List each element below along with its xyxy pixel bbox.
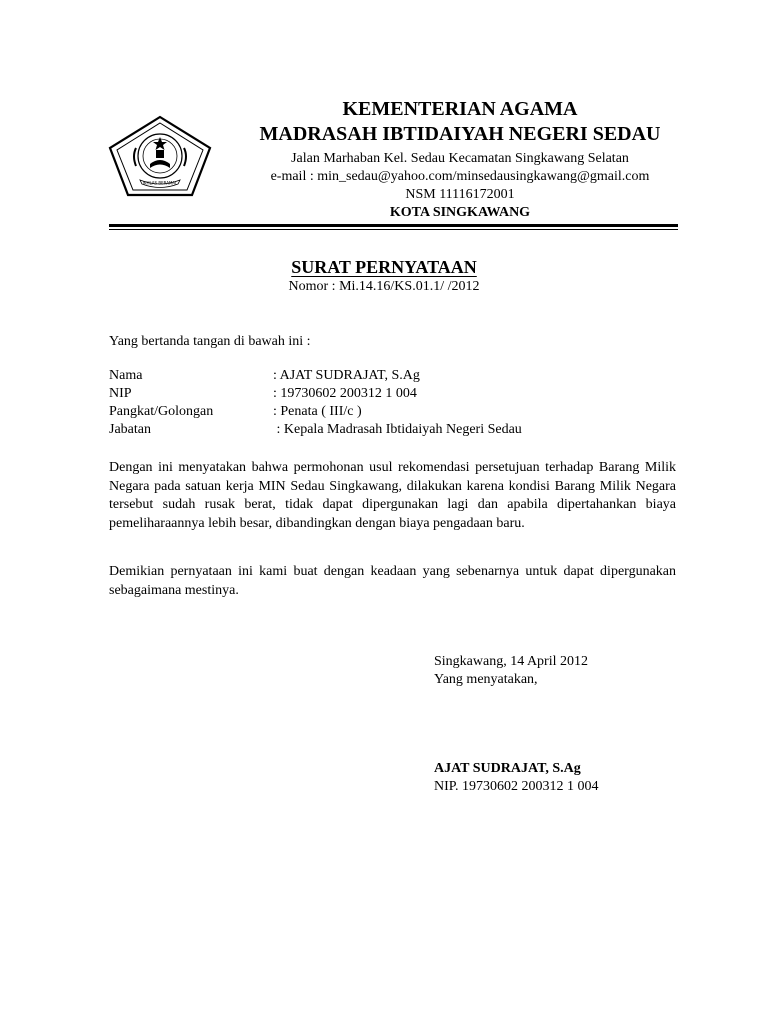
identity-value: : 19730602 200312 1 004 <box>273 386 417 401</box>
signature-declarant: Yang menyatakan, <box>434 672 538 687</box>
school-email: e-mail : min_sedau@yahoo.com/minsedausingkawang@gmail.com <box>270 169 650 184</box>
ministry-name: KEMENTERIAN AGAMA <box>342 98 578 120</box>
closing-paragraph: Demikian pernyataan ini kami buat dengan keadaan yang sebenarnya untuk dapat dipergunakan sebagaimana mestinya. <box>109 564 676 598</box>
signature-name: AJAT SUDRAJAT, S.Ag <box>434 761 581 776</box>
identity-label: Pangkat/Golongan <box>109 404 214 419</box>
identity-value: : AJAT SUDRAJAT, S.Ag <box>273 368 420 383</box>
school-nsm: NSM 11116172001 <box>405 187 515 202</box>
document-number: Nomor : Mi.14.16/KS.01.1/ /2012 <box>288 279 480 294</box>
identity-row-rank <box>109 403 669 421</box>
intro-text: Yang bertanda tangan di bawah ini : <box>109 334 311 349</box>
document-title-wrap <box>0 256 768 278</box>
identity-row-name <box>109 367 669 385</box>
letterhead-divider-thick <box>109 224 678 227</box>
school-address: Jalan Marhaban Kel. Sedau Kecamatan Singkawang Selatan <box>291 151 629 166</box>
identity-label: NIP <box>109 386 132 401</box>
signature-nip: NIP. 19730602 200312 1 004 <box>434 779 599 794</box>
identity-label: Nama <box>109 368 143 383</box>
school-name: MADRASAH IBTIDAIYAH NEGERI SEDAU <box>259 123 661 145</box>
ministry-emblem-icon <box>106 114 214 198</box>
identity-label: Jabatan <box>109 422 151 437</box>
document-title: SURAT PERNYATAAN <box>291 257 477 277</box>
letterhead-divider-thin <box>109 229 678 230</box>
identity-value: : Penata ( III/c ) <box>273 404 362 419</box>
statement-paragraph: Dengan ini menyatakan bahwa permohonan usul rekomendasi persetujuan terhadap Barang Milik Negara pada satuan kerja MIN Sedau Singkawang, dilakukan karena kondisi Barang Milik Negara tersebut sudah rusak berat, tidak dapat dipergunakan lagi dan apabila dipertahankan biaya pemeliharaannya lebih besar, dibandingkan dengan biaya pengadaan baru. <box>109 460 676 531</box>
identity-row-nip <box>109 385 669 403</box>
identity-value: : Kepala Madrasah Ibtidaiyah Negeri Sedau <box>273 422 522 437</box>
letterhead <box>230 96 690 222</box>
logo-motto: IKHLAS BERAMAL <box>142 180 178 186</box>
signature-place-date: Singkawang, 14 April 2012 <box>434 654 588 669</box>
school-city: KOTA SINGKAWANG <box>389 205 531 220</box>
ministry-logo <box>106 114 214 198</box>
identity-row-position <box>109 421 669 439</box>
